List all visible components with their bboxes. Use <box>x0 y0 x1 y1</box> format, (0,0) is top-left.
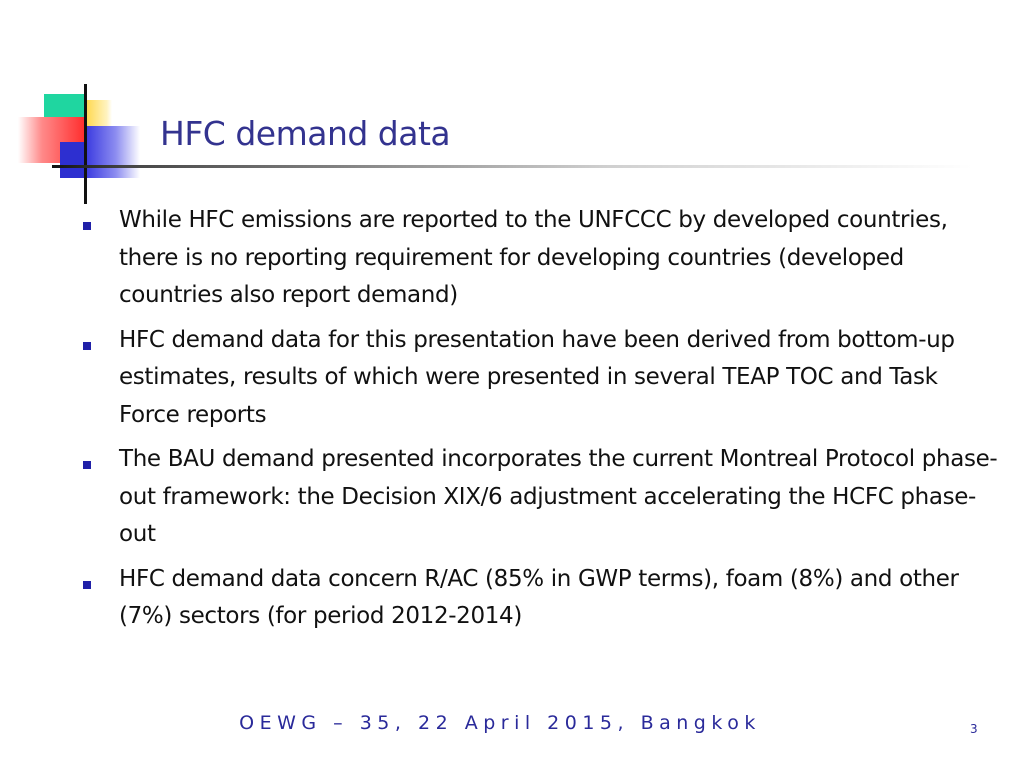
blue-gradient-square <box>86 126 140 178</box>
bullet-text: HFC demand data for this presentation have been derived from bottom-up estimates, results of which were presented in several TEAP TOC and Task Force reports <box>119 326 955 428</box>
bullet-text: The BAU demand presented incorporates the current Montreal Protocol phase-out framework: the Decision XIX/6 adjustment accelerating the HCFC phase-out <box>119 446 998 547</box>
square-bullet-icon <box>83 342 91 350</box>
bullet-item <box>80 561 1000 636</box>
footer-text: OEWG – 35, 22 April 2015, Bangkok <box>239 712 761 734</box>
bullet-item <box>80 441 1000 554</box>
vertical-rule <box>84 84 87 204</box>
square-bullet-icon <box>83 222 91 230</box>
bullet-item <box>80 322 1000 435</box>
bullet-list <box>80 202 1000 643</box>
bullet-text: HFC demand data concern R/AC (85% in GWP terms), foam (8%) and other (7%) sectors (for period 2012-2014) <box>119 565 959 629</box>
title-underline-rule <box>52 165 972 168</box>
bullet-item <box>80 202 1000 315</box>
page-number: 3 <box>970 722 978 736</box>
slide-title: HFC demand data <box>160 114 451 153</box>
bullet-text: While HFC emissions are reported to the UNFCCC by developed countries, there is no reporting requirement for developing countries (developed countries also report demand) <box>119 207 948 308</box>
square-bullet-icon <box>83 461 91 469</box>
square-bullet-icon <box>83 581 91 589</box>
decorative-squares-logo <box>0 80 150 210</box>
blue-square <box>60 142 86 178</box>
